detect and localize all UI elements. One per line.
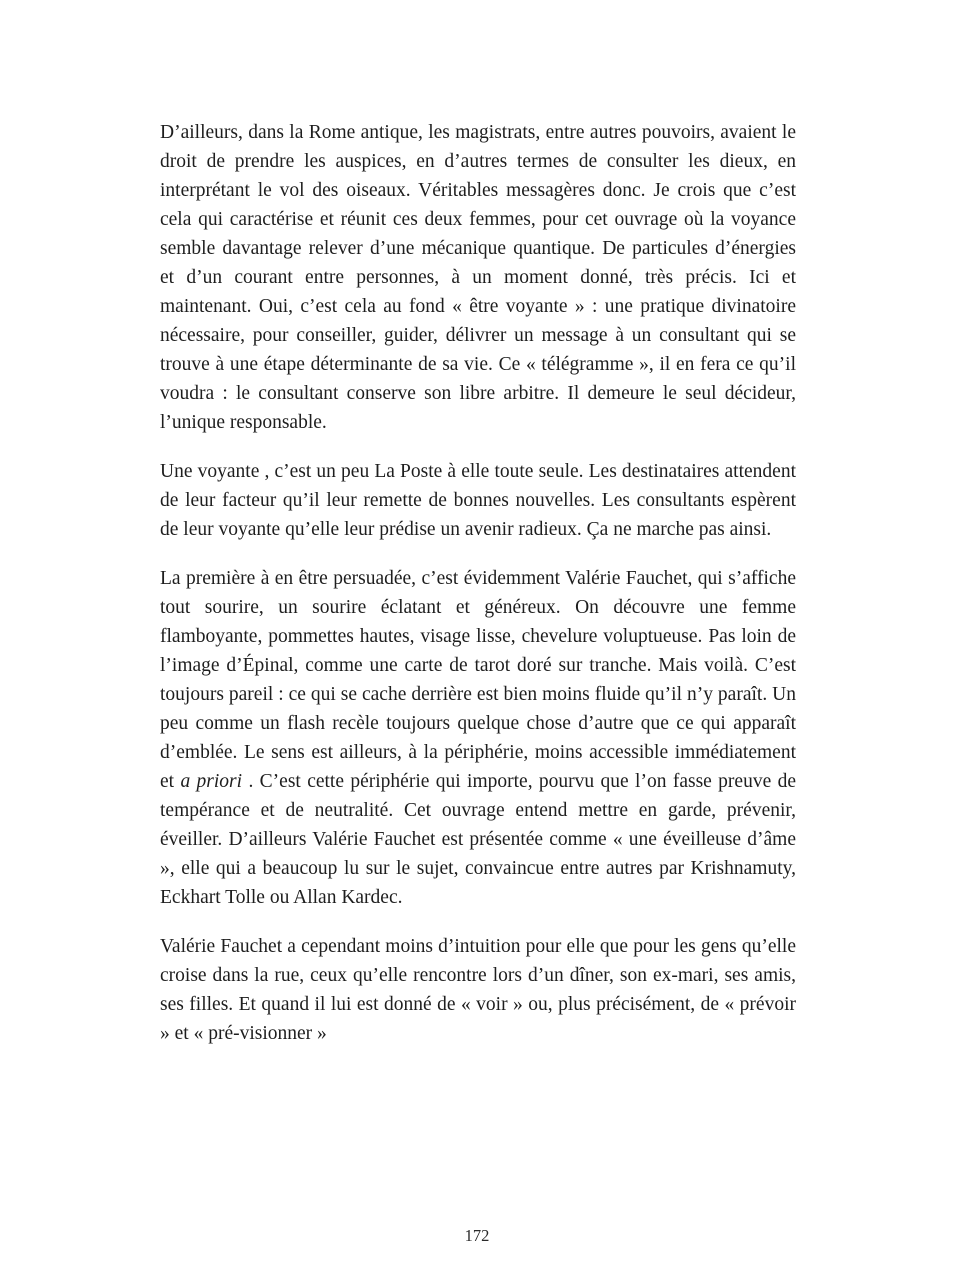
paragraph-1 (160, 118, 796, 437)
text-run: La première à en être persuadée, c’est évidemment Valérie Fauchet, qui s’affiche tout sourire, un sourire éclatant et généreux. On découvre une femme flamboyante, pommettes hautes, visage lisse, chevelure voluptueuse. Pas loin de l’image d’Épinal, comme une carte de tarot doré sur tranche. Mais voilà. C’est toujours pareil : ce qui se cache derrière est bien moins fluide qu’il n’y paraît. Un peu comme un flash recèle toujours quelque chose d’autre que ce qui apparaît d’emblée. Le sens est ailleurs, à la périphérie, moins accessible immédiatement et (160, 568, 796, 792)
page-content (160, 118, 796, 1068)
text-run: . C’est cette périphérie qui importe, pourvu que l’on fasse preuve de tempérance et de neutralité. Cet ouvrage entend mettre en garde, prévenir, éveiller. D’ailleurs Valérie Fauchet est présentée comme « une éveilleuse d’âme », elle qui a beaucoup lu sur le sujet, convaincue entre autres par Krishnamuty, Eckhart Tolle ou Allan Kardec. (160, 771, 796, 908)
paragraph-4 (160, 932, 796, 1048)
text-run: Valérie Fauchet a cependant moins d’intuition pour elle que pour les gens qu’elle croise dans la rue, ceux qu’elle rencontre lors d’un dîner, son ex-mari, ses amis, ses filles. Et quand il lui est donné de « voir » ou, plus précisément, de « prévoir » et « pré-visionner » (160, 936, 796, 1044)
text-run: D’ailleurs, dans la Rome antique, les magistrats, entre autres pouvoirs, avaient le droit de prendre les auspices, en d’autres termes de consulter les dieux, en interprétant le vol des oiseaux. Véritables messagères donc. Je crois que c’est cela qui caractérise et réunit ces deux femmes, pour cet ouvrage où la voyance semble davantage relever d’une mécanique quantique. De particules d’énergies et d’un courant entre personnes, à un moment donné, très précis. Ici et maintenant. Oui, c’est cela au fond « être voyante » : une pratique divinatoire nécessaire, pour conseiller, guider, délivrer un message à un consultant qui se trouve à une étape déterminante de sa vie. Ce « télégramme », il en fera ce qu’il voudra : le consultant conserve son libre arbitre. Il demeure le seul décideur, l’unique responsable. (160, 122, 796, 433)
text-run-italic: a priori (180, 771, 243, 792)
paragraph-3 (160, 564, 796, 912)
paragraph-2 (160, 457, 796, 544)
page-number: 172 (464, 1226, 490, 1245)
text-run: Une voyante , c’est un peu La Poste à elle toute seule. Les destinataires attendent de leur facteur qu’il leur remette de bonnes nouvelles. Les consultants espèrent de leur voyante qu’elle leur prédise un avenir radieux. Ça ne marche pas ainsi. (160, 461, 796, 540)
